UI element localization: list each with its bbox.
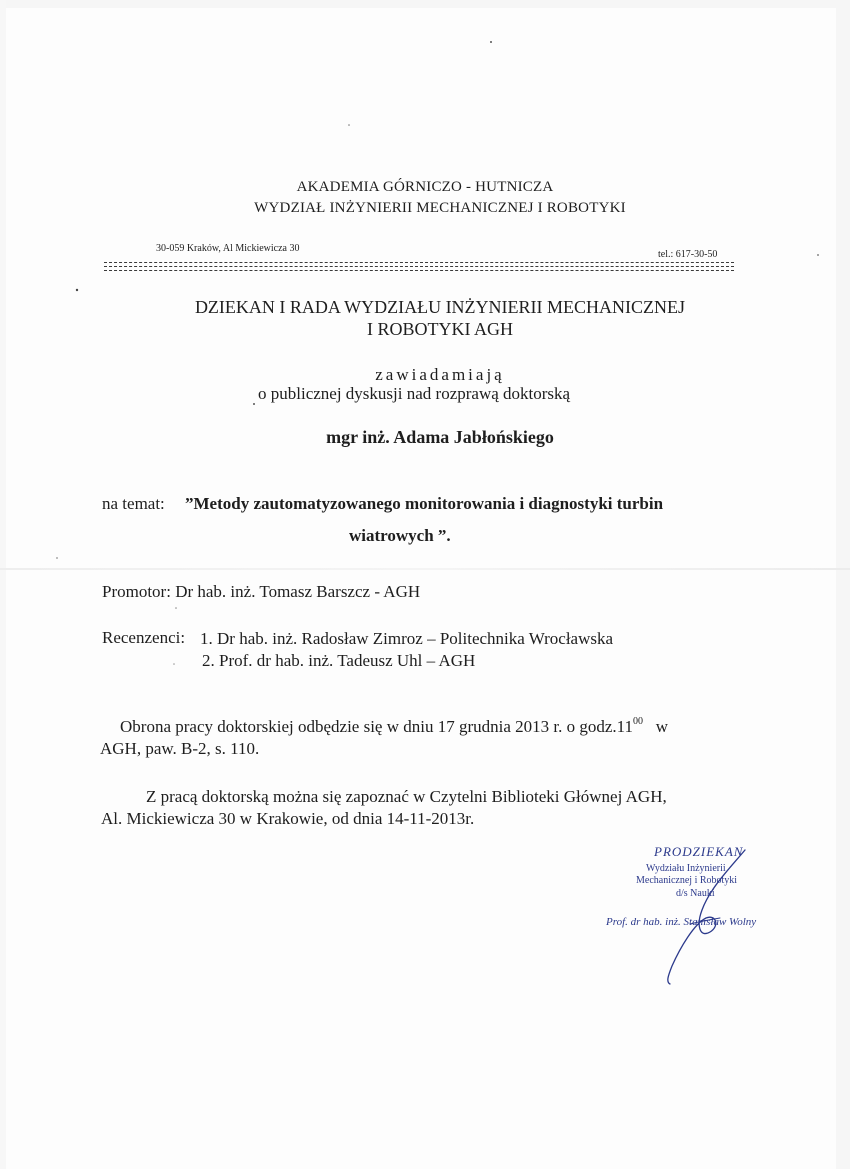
reviewer-item: 2. Prof. dr hab. inż. Tadeusz Uhl – AGH — [202, 651, 476, 670]
promotor: Promotor: Dr hab. inż. Tomasz Barszcz - AGH — [102, 582, 421, 601]
stamp-line: Mechanicznej i Robotyki — [636, 875, 738, 886]
thesis-title-line2: wiatrowych ”. — [349, 526, 451, 545]
reviewers-label: Recenzenci: — [102, 628, 186, 647]
address: 30-059 Kraków, Al Mickiewicza 30 — [156, 243, 300, 254]
stamp-line: d/s Nauki — [676, 888, 715, 899]
defense-date-text: Obrona pracy doktorskiej odbędzie się w dniu 17 grudnia 2013 r. o godz.11 — [120, 717, 634, 736]
announcement-heading-line1: DZIEKAN I RADA WYDZIAŁU INŻYNIERII MECHANICZNEJ — [194, 297, 686, 317]
stamp-title: PRODZIEKAN — [654, 844, 744, 859]
candidate-name: mgr inż. Adama Jabłońskiego — [326, 427, 554, 447]
faculty-name: WYDZIAŁ INŻYNIERII MECHANICZNEJ I ROBOTYKI — [254, 200, 626, 216]
announcement-heading-line2: I ROBOTYKI AGH — [367, 319, 513, 339]
defense-time-superscript: 00 — [633, 716, 644, 727]
stamp-signatory: Prof. dr hab. inż. Stanisław Wolny — [606, 916, 757, 928]
phone-number: tel.: 617-30-50 — [658, 249, 718, 260]
topic-label: na temat: — [102, 494, 165, 513]
institution-name: AKADEMIA GÓRNICZO - HUTNICZA — [296, 179, 554, 195]
stamp-line: Wydziału Inżynierii — [646, 863, 726, 874]
notify-word: zawiadamiają — [375, 365, 505, 384]
defense-tail: w — [655, 717, 669, 736]
announcement-description: o publicznej dyskusji nad rozprawą doktorską — [258, 384, 571, 403]
defense-info-line2: AGH, paw. B-2, s. 110. — [100, 739, 260, 758]
reading-info-line1: Z pracą doktorską można się zapoznać w Czytelni Biblioteki Głównej AGH, — [146, 787, 667, 806]
reading-info-line2: Al. Mickiewicza 30 w Krakowie, od dnia 14-11-2013r. — [101, 809, 475, 828]
reviewer-item: 1. Dr hab. inż. Radosław Zimroz – Politechnika Wrocławska — [200, 629, 614, 648]
thesis-title-line1: ”Metody zautomatyzowanego monitorowania i diagnostyki turbin — [185, 494, 664, 513]
